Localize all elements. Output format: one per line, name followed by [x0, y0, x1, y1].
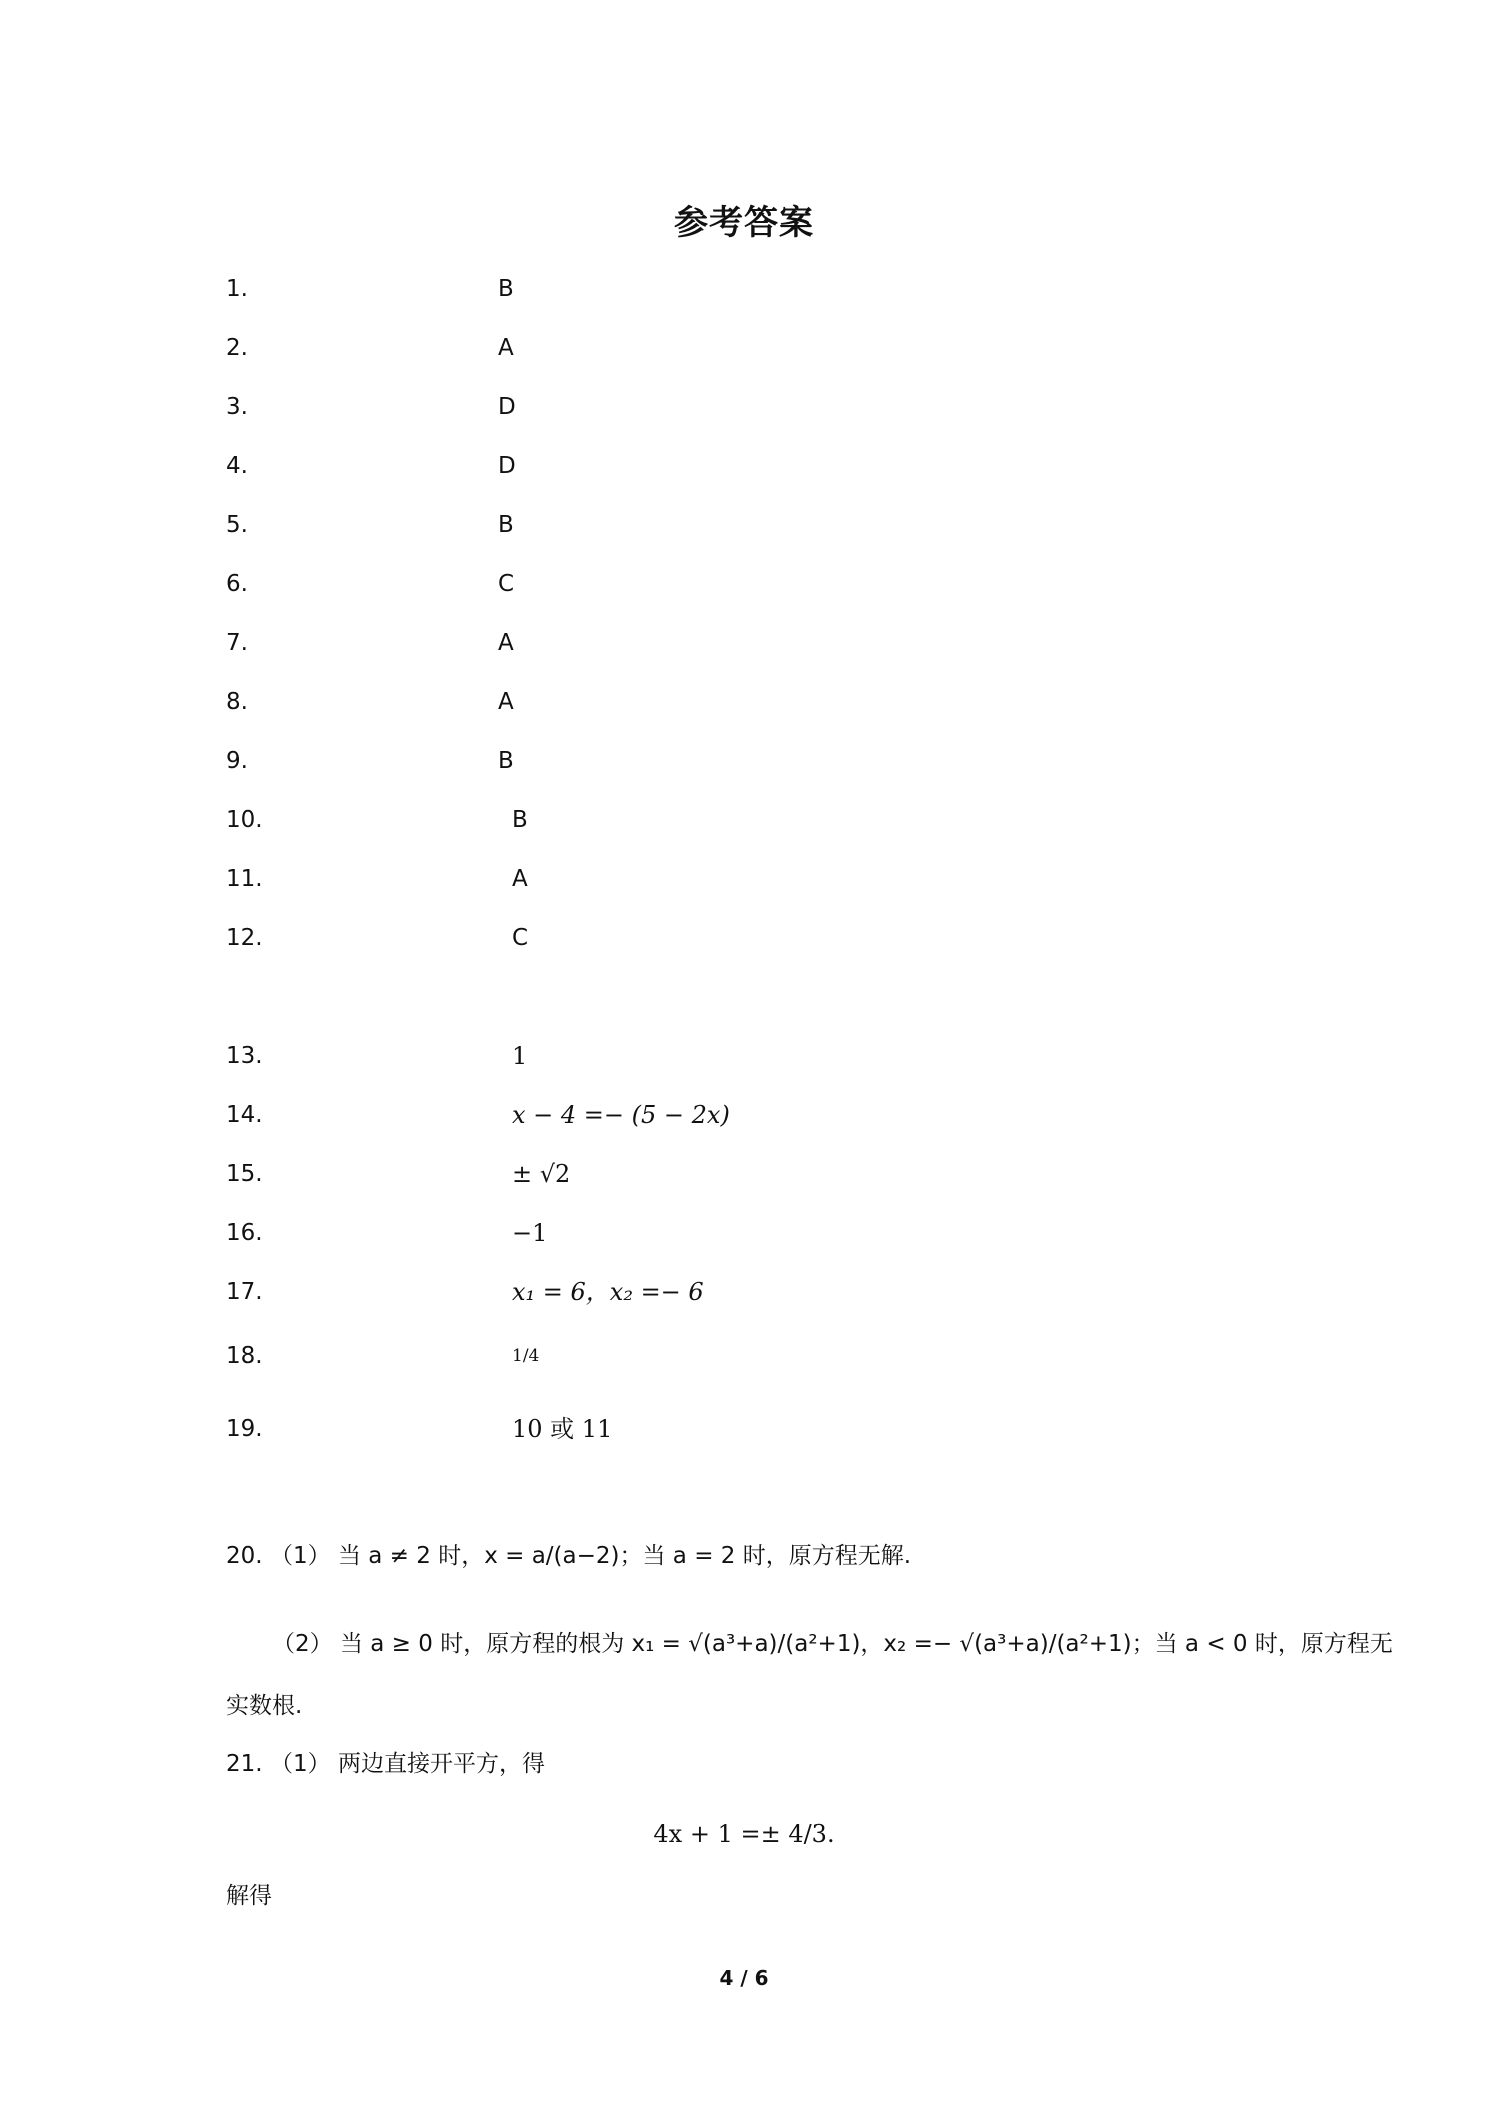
answer-row [226, 1540, 912, 1572]
answer-part-row [226, 1880, 272, 1912]
answer-row [226, 1158, 571, 1190]
answer-row [226, 509, 514, 541]
question-number: 18. [226, 1343, 263, 1369]
answer-row [226, 627, 514, 659]
answer-part: 实数根. [226, 1693, 303, 1719]
answer-value: D [498, 453, 516, 479]
question-number: 5. [226, 512, 248, 538]
answer-value: 10 或 11 [512, 1415, 613, 1443]
answer-value: −1 [512, 1219, 548, 1247]
question-number: 19. [226, 1416, 263, 1442]
answer-value: B [498, 512, 514, 538]
answer-row [226, 568, 515, 600]
answer-value: A [498, 689, 514, 715]
question-number: 10. [226, 807, 263, 833]
answer-value: 1/4 [512, 1346, 540, 1366]
question-number: 14. [226, 1102, 263, 1128]
answer-row [226, 1748, 545, 1780]
question-number: 12. [226, 925, 263, 951]
answer-part: （1） 当 a ≠ 2 时，x = a/(a−2)；当 a = 2 时，原方程无解. [270, 1543, 912, 1569]
answer-row [226, 922, 529, 954]
question-number: 16. [226, 1220, 263, 1246]
answer-value: B [512, 807, 528, 833]
answer-value: B [498, 748, 514, 774]
answer-row [226, 1040, 528, 1072]
page-title: 参考答案 [674, 203, 814, 243]
answer-part: （1） 两边直接开平方，得 [270, 1751, 545, 1777]
answer-value: x − 4 =− (5 − 2x) [512, 1101, 730, 1129]
question-number: 17. [226, 1279, 263, 1305]
question-number: 6. [226, 571, 248, 597]
answer-part: （2） 当 a ≥ 0 时，原方程的根为 x₁ = √(a³+a)/(a²+1)，x₂ =− √(a³+a)/(a²+1)；当 a < 0 时，原方程无 [272, 1631, 1393, 1657]
answer-row [226, 804, 528, 836]
answer-row [226, 745, 514, 777]
page-number: 4 / 6 [719, 1966, 769, 1990]
question-number: 3. [226, 394, 248, 420]
question-number: 21. [226, 1751, 263, 1777]
answer-value: C [498, 571, 515, 597]
answer-row [226, 332, 514, 364]
answer-row [226, 1099, 730, 1131]
question-number: 20. [226, 1543, 263, 1569]
answer-row [226, 273, 514, 305]
answer-row [226, 391, 516, 423]
question-number: 2. [226, 335, 248, 361]
answer-part: 解得 [226, 1883, 272, 1909]
answer-part-row [226, 1690, 302, 1722]
question-number: 7. [226, 630, 248, 656]
answer-value: A [498, 630, 514, 656]
question-number: 13. [226, 1043, 263, 1069]
answer-row [226, 686, 514, 718]
answer-value: A [498, 335, 514, 361]
question-number: 15. [226, 1161, 263, 1187]
answer-value: A [512, 866, 528, 892]
answer-row [226, 1413, 613, 1445]
answer-value: C [512, 925, 529, 951]
answer-row [226, 1276, 704, 1308]
question-number: 8. [226, 689, 248, 715]
answer-value: x₁ = 6，x₂ =− 6 [512, 1278, 704, 1306]
answer-value: 1 [512, 1042, 528, 1070]
question-number: 9. [226, 748, 248, 774]
answer-value: D [498, 394, 516, 420]
question-number: 4. [226, 453, 248, 479]
answer-part-row [272, 1628, 1393, 1660]
answer-row [226, 450, 516, 482]
equation: 4x + 1 =± 4/3. [653, 1820, 835, 1848]
answer-row [226, 1340, 540, 1372]
answer-row [226, 1217, 548, 1249]
answer-row [226, 863, 528, 895]
question-number: 1. [226, 276, 248, 302]
answer-value: B [498, 276, 514, 302]
answer-value: ± √2 [512, 1160, 571, 1188]
question-number: 11. [226, 866, 263, 892]
